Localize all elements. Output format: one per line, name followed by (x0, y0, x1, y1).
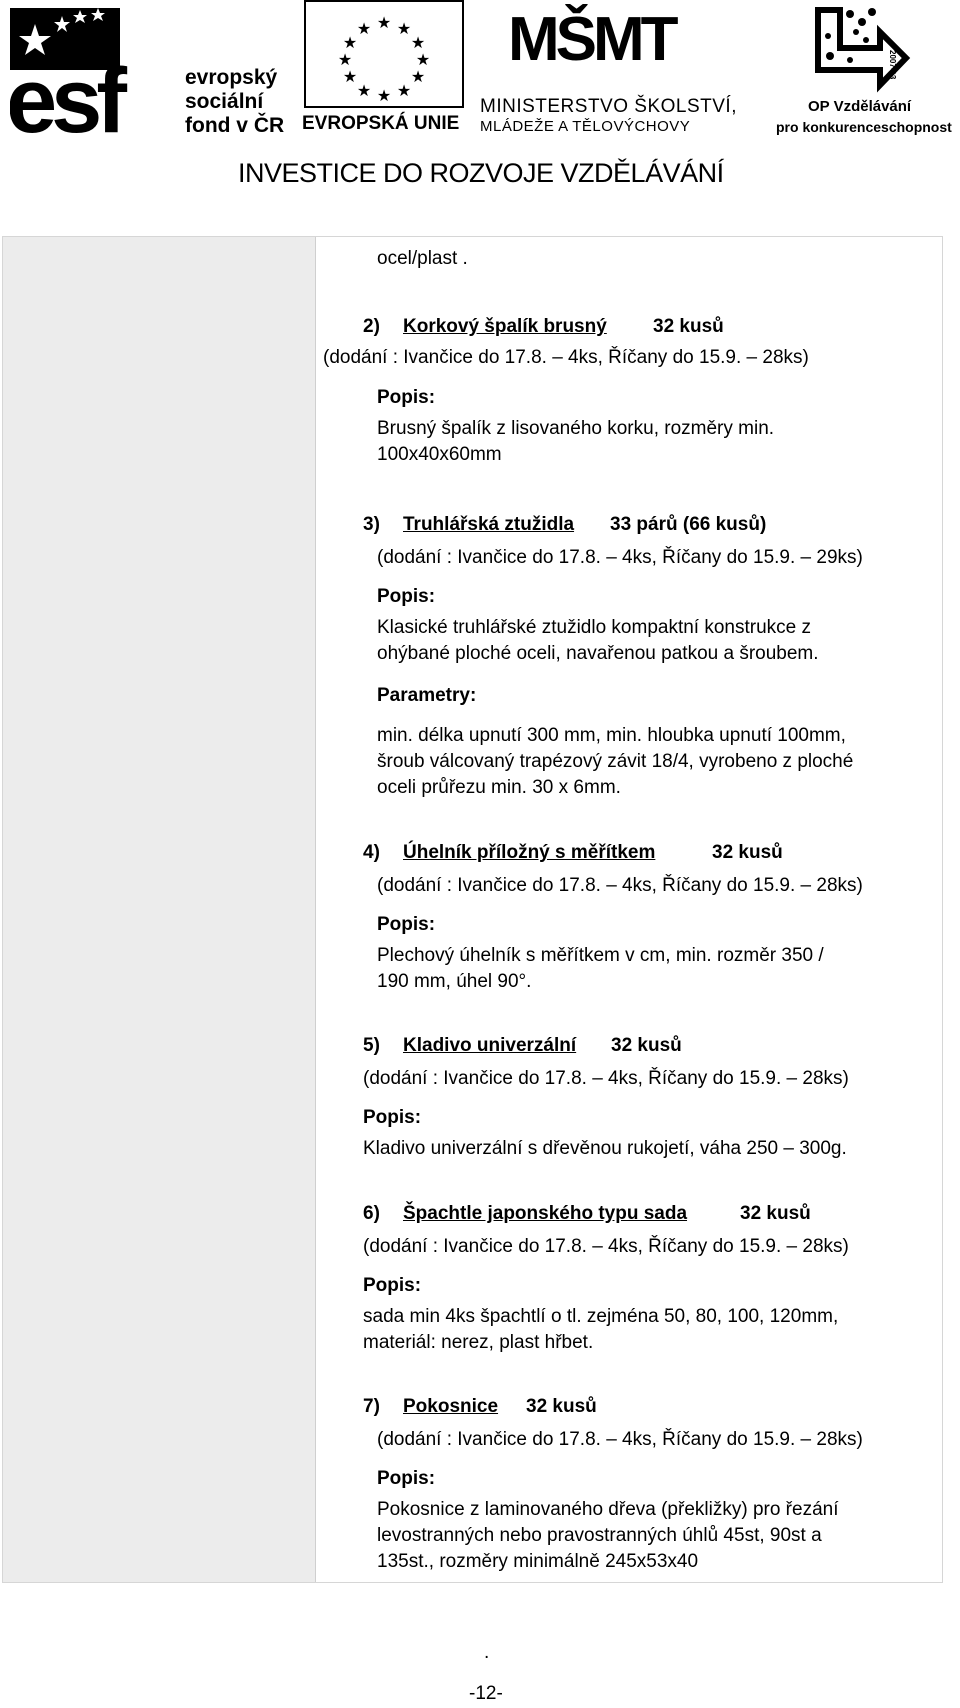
op-text-line1: OP Vzdělávání (808, 98, 912, 115)
svg-text:★: ★ (396, 19, 412, 38)
item-quantity: 32 kusů (653, 316, 724, 337)
popis-text: Brusný špalík z lisovaného korku, rozměry min. (377, 418, 775, 439)
popis-label: Popis: (363, 1107, 422, 1128)
item-quantity: 32 kusů (712, 842, 783, 863)
popis-label: Popis: (377, 1468, 436, 1489)
svg-text:★: ★ (415, 50, 431, 69)
svg-text:★: ★ (337, 50, 353, 69)
item-delivery: (dodání : Ivančice do 17.8. – 4ks, Říčany do 15.9. – 28ks) (363, 1068, 849, 1089)
investice-slogan: INVESTICE DO ROZVOJE VZDĚLÁVÁNÍ (238, 158, 724, 188)
intro-text: ocel/plast . (377, 248, 468, 269)
popis-label: Popis: (363, 1275, 422, 1296)
item-name: Špachtle japonského typu sada (403, 1203, 688, 1224)
svg-text:esf: esf (10, 50, 121, 138)
msmt-text-line1: MINISTERSTVO ŠKOLSTVÍ, (480, 96, 737, 117)
svg-text:★: ★ (376, 13, 392, 32)
eu-text: EVROPSKÁ UNIE (302, 113, 460, 134)
op-logo-mark (810, 0, 920, 95)
page-header (0, 0, 960, 200)
item-number: 5) (363, 1035, 380, 1056)
item-name: Truhlářská ztužidla (403, 514, 575, 535)
svg-text:★: ★ (356, 81, 372, 100)
esf-logo-mark (10, 8, 180, 138)
item-number: 3) (363, 514, 380, 535)
svg-text:★: ★ (410, 33, 426, 52)
parametry-text: šroub válcovaný trapézový závit 18/4, vyrobeno z ploché (377, 751, 854, 772)
popis-text: Klasické truhlářské ztužidlo kompaktní konstrukce z (377, 617, 812, 638)
svg-text:2007-13: 2007-13 (888, 50, 897, 80)
popis-text: 135st., rozměry minimálně 245x53x40 (377, 1551, 699, 1572)
msmt-logo (480, 0, 770, 140)
item-number: 6) (363, 1203, 380, 1224)
popis-label: Popis: (377, 914, 436, 935)
page-number: -12- (469, 1683, 503, 1704)
item-number: 7) (363, 1396, 380, 1417)
msmt-text-line2: MLÁDEŽE A TĚLOVÝCHOVY (480, 118, 691, 135)
item-delivery: (dodání : Ivančice do 17.8. – 4ks, Říčany do 15.9. – 28ks) (377, 1429, 863, 1450)
esf-text: evropský sociální fond v ČR (185, 66, 285, 137)
popis-text: ohýbané ploché oceli, navařenou patkou a šroubem. (377, 643, 819, 664)
item-name: Kladivo univerzální (403, 1035, 577, 1056)
svg-text:★: ★ (396, 81, 412, 100)
op-text-line2: pro konkurenceschopnost (776, 119, 952, 135)
popis-text: materiál: nerez, plast hřbet. (363, 1332, 594, 1353)
eu-flag-icon (304, 0, 464, 108)
popis-text: Plechový úhelník s měřítkem v cm, min. rozměr 350 / (377, 945, 824, 966)
item-quantity: 32 kusů (740, 1203, 811, 1224)
item-name: Pokosnice (403, 1396, 499, 1417)
popis-text: Kladivo univerzální s dřevěnou rukojetí, váha 250 – 300g. (363, 1138, 847, 1159)
svg-text:★: ★ (342, 67, 358, 86)
item-quantity: 33 párů (66 kusů) (610, 514, 767, 535)
footer-dot: . (484, 1642, 490, 1663)
msmt-logo-mark (508, 0, 688, 95)
item-number: 4) (363, 842, 380, 863)
svg-text:★: ★ (410, 67, 426, 86)
item-number: 2) (363, 316, 380, 337)
item-name: Úhelník příložný s měřítkem (403, 842, 656, 863)
item-quantity: 32 kusů (611, 1035, 682, 1056)
parametry-text: oceli průřezu min. 30 x 6mm. (377, 777, 621, 798)
parametry-text: min. délka upnutí 300 mm, min. hloubka upnutí 100mm, (377, 725, 846, 746)
item-delivery: (dodání : Ivančice do 17.8. – 4ks, Říčany do 15.9. – 28ks) (363, 1236, 849, 1257)
popis-text: Pokosnice z laminovaného dřeva (překližky) pro řezání (377, 1499, 839, 1520)
item-delivery: (dodání : Ivančice do 17.8. – 4ks, Říčany do 15.9. – 28ks) (323, 347, 809, 368)
item-quantity: 32 kusů (526, 1396, 597, 1417)
svg-text:MŠMT: MŠMT (508, 5, 675, 74)
popis-text: levostranných nebo pravostranných úhlů 45st, 90st a (377, 1525, 822, 1546)
popis-text: sada min 4ks špachtlí o tl. zejména 50, 80, 100, 120mm, (363, 1306, 839, 1327)
item-name: Korkový špalík brusný (403, 316, 607, 337)
svg-text:★: ★ (342, 33, 358, 52)
popis-text: 190 mm, úhel 90°. (377, 971, 532, 992)
eu-logo (300, 0, 470, 140)
parametry-label: Parametry: (377, 685, 477, 706)
item-delivery: (dodání : Ivančice do 17.8. – 4ks, Říčany do 15.9. – 28ks) (377, 875, 863, 896)
item-delivery: (dodání : Ivančice do 17.8. – 4ks, Říčany do 15.9. – 29ks) (377, 547, 863, 568)
esf-logo (10, 8, 290, 138)
svg-text:★: ★ (376, 86, 392, 105)
op-logo (770, 0, 960, 140)
popis-label: Popis: (377, 387, 436, 408)
popis-label: Popis: (377, 586, 436, 607)
svg-text:★: ★ (356, 19, 372, 38)
popis-text: 100x40x60mm (377, 444, 502, 465)
